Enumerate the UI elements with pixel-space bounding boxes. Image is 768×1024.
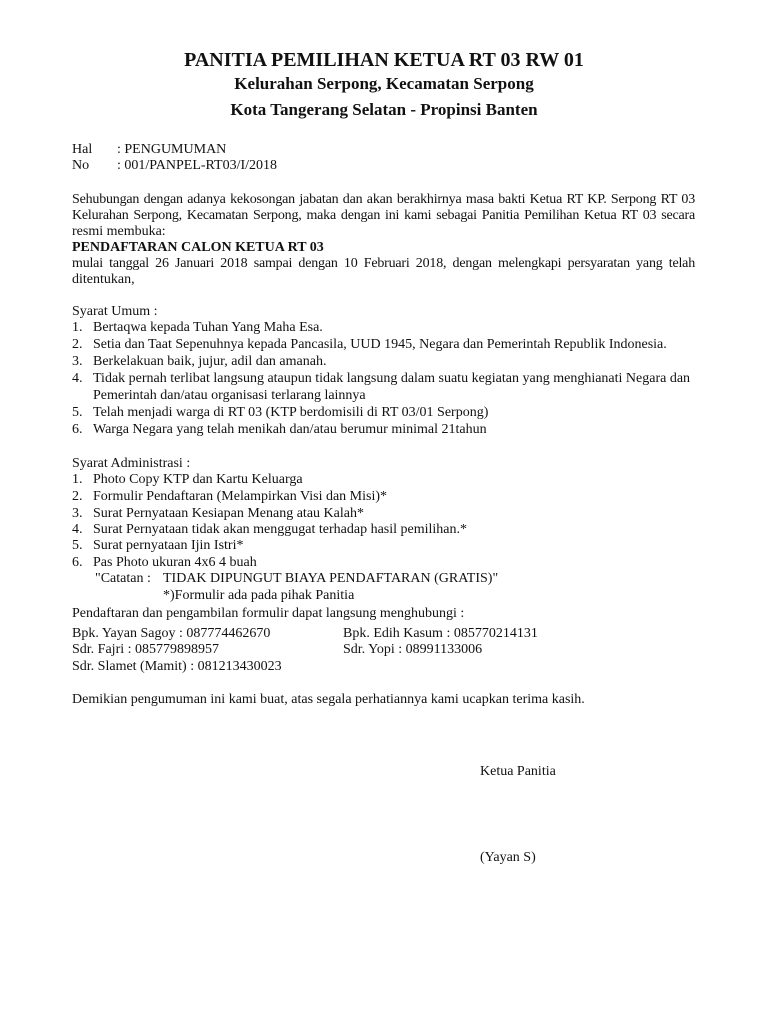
intro-line: Sehubungan dengan adanya kekosongan jabatan dan akan berakhirnya masa bakti Ketua RT KP. Serpong RT 03 bbox=[72, 192, 695, 207]
intro-line: ditentukan, bbox=[72, 272, 135, 287]
item-number: 4. bbox=[72, 371, 83, 386]
contact-item: Sdr. Fajri : 085779898957 bbox=[72, 642, 220, 657]
subtitle-kelurahan: Kelurahan Serpong, Kecamatan Serpong bbox=[234, 74, 534, 93]
item-text: Surat Pernyataan Kesiapan Menang atau Kalah* bbox=[93, 506, 364, 521]
hal-label: Hal bbox=[72, 142, 93, 157]
subtitle-kota: Kota Tangerang Selatan - Propinsi Banten bbox=[230, 100, 538, 119]
catatan-label: "Catatan : bbox=[95, 571, 151, 586]
item-text: Warga Negara yang telah menikah dan/atau berumur minimal 21tahun bbox=[93, 422, 487, 437]
syarat-admin-title: Syarat Administrasi : bbox=[72, 456, 191, 471]
contact-item: Bpk. Yayan Sagoy : 087774462670 bbox=[72, 626, 271, 641]
item-number: 2. bbox=[72, 489, 83, 504]
item-text: Photo Copy KTP dan Kartu Keluarga bbox=[93, 472, 303, 487]
item-number: 3. bbox=[72, 354, 83, 369]
item-number: 1. bbox=[72, 472, 83, 487]
item-number: 1. bbox=[72, 320, 83, 335]
hal-value: : PENGUMUMAN bbox=[117, 142, 227, 157]
item-text: Bertaqwa kepada Tuhan Yang Maha Esa. bbox=[93, 320, 323, 335]
intro-line: resmi membuka: bbox=[72, 224, 166, 239]
syarat-umum-title: Syarat Umum : bbox=[72, 304, 158, 319]
item-text: Setia dan Taat Sepenuhnya kepada Pancasila, UUD 1945, Negara dan Pemerintah Republik Indonesia. bbox=[93, 337, 667, 352]
no-value: : 001/PANPEL-RT03/I/2018 bbox=[117, 158, 278, 173]
contacts-intro: Pendaftaran dan pengambilan formulir dapat langsung menghubungi : bbox=[72, 606, 465, 621]
intro-line: mulai tanggal 26 Januari 2018 sampai dengan 10 Februari 2018, dengan melengkapi persyaratan yang telah bbox=[72, 256, 695, 271]
item-text: Surat pernyataan Ijin Istri* bbox=[93, 538, 244, 553]
item-number: 6. bbox=[72, 555, 83, 570]
item-text: Telah menjadi warga di RT 03 (KTP berdomisili di RT 03/01 Serpong) bbox=[93, 405, 489, 420]
catatan-text: TIDAK DIPUNGUT BIAYA PENDAFTARAN (GRATIS)" bbox=[163, 571, 499, 586]
contact-item: Sdr. Slamet (Mamit) : 081213430023 bbox=[72, 659, 282, 674]
item-number: 4. bbox=[72, 522, 83, 537]
contact-item: Bpk. Edih Kasum : 085770214131 bbox=[343, 626, 538, 641]
item-text: Formulir Pendaftaran (Melampirkan Visi dan Misi)* bbox=[93, 489, 388, 504]
item-text: Surat Pernyataan tidak akan menggugat terhadap hasil pemilihan.* bbox=[93, 522, 467, 537]
item-number: 3. bbox=[72, 506, 83, 521]
item-number: 2. bbox=[72, 337, 83, 352]
item-number: 5. bbox=[72, 405, 83, 420]
announcement-heading: PENDAFTARAN CALON KETUA RT 03 bbox=[72, 240, 324, 255]
closing: Demikian pengumuman ini kami buat, atas segala perhatiannya kami ucapkan terima kasih. bbox=[72, 692, 585, 707]
item-text: Pas Photo ukuran 4x6 4 buah bbox=[93, 555, 257, 570]
no-label: No bbox=[72, 158, 90, 173]
contact-item: Sdr. Yopi : 08991133006 bbox=[343, 642, 483, 657]
signature-name: (Yayan S) bbox=[480, 850, 536, 865]
catatan-note: *)Formulir ada pada pihak Panitia bbox=[163, 588, 355, 603]
item-number: 6. bbox=[72, 422, 83, 437]
title: PANITIA PEMILIHAN KETUA RT 03 RW 01 bbox=[184, 49, 584, 71]
item-number: 5. bbox=[72, 538, 83, 553]
item-text: Tidak pernah terlibat langsung ataupun tidak langsung dalam suatu kegiatan yang menghianati Negara dan bbox=[93, 371, 691, 386]
item-text: Berkelakuan baik, jujur, adil dan amanah. bbox=[93, 354, 327, 369]
signature-role: Ketua Panitia bbox=[480, 764, 556, 779]
intro-line: Kelurahan Serpong, Kecamatan Serpong, maka dengan ini kami sebagai Panitia Pemilihan Ketua RT 03 secara bbox=[72, 208, 695, 223]
item-text-continuation: Pemerintah dan/atau organisasi terlarang lainnya bbox=[93, 388, 366, 403]
